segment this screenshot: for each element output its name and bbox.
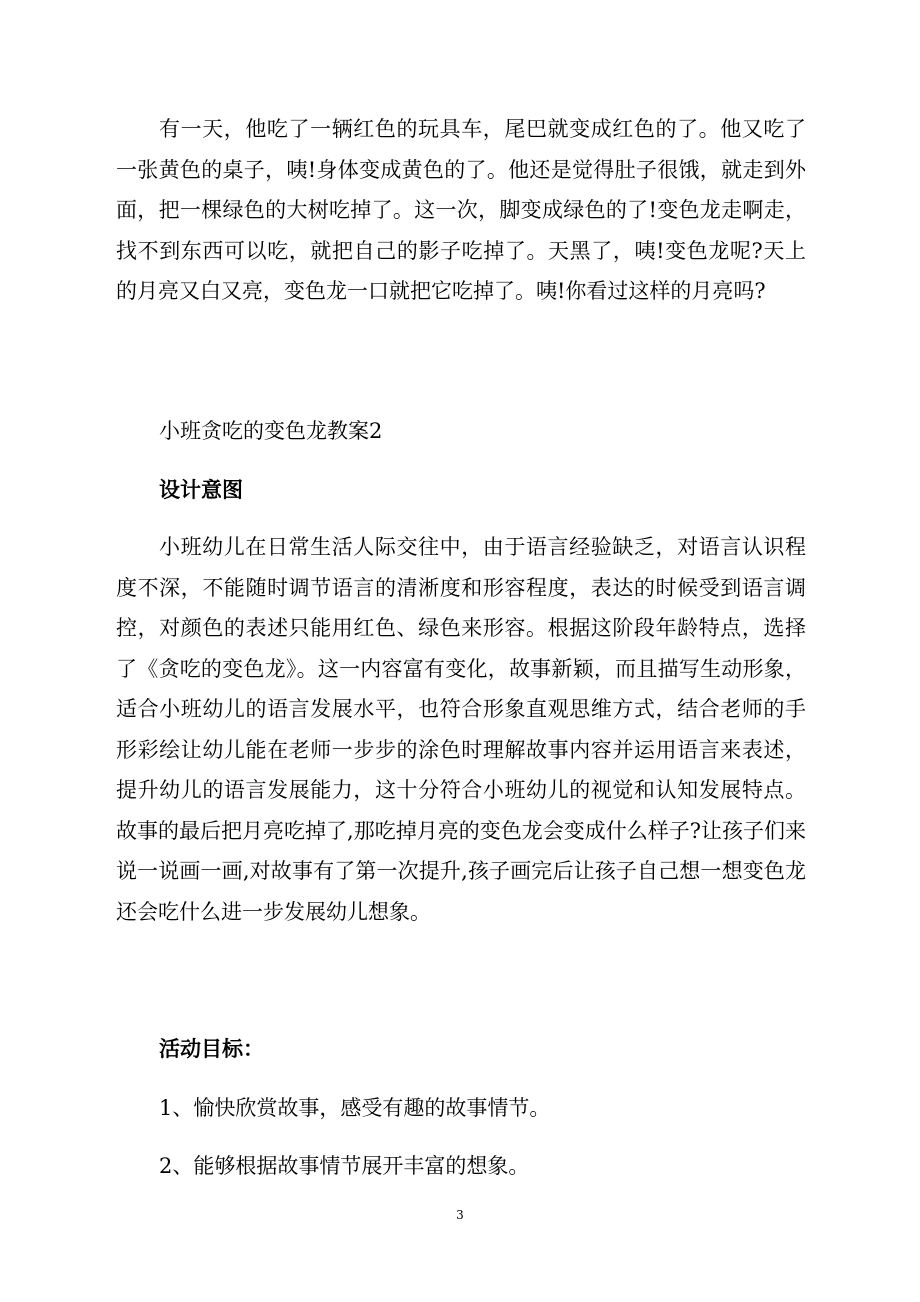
activity-goals-heading: 活动目标： [159, 1036, 264, 1061]
goal-item-1: 1、愉快欣赏故事，感受有趣的故事情节。 [159, 1096, 551, 1120]
story-paragraph: 有一天，他吃了一辆红色的玩具车，尾巴就变成红色的了。他又吃了一张黄色的桌子，咦!身体变成黄色的了。他还是觉得肚子很饿，就走到外面，把一棵绿色的大树吃掉了。这一次，脚变成绿色的了!变色龙走啊走，找不到东西可以吃，就把自己的影子吃掉了。天黑了，咦!变色龙呢?天上的月亮又白又亮，变色龙一口就把它吃掉了。咦!你看过这样的月亮吗? [116, 117, 806, 303]
design-intent-paragraph: 小班幼儿在日常生活人际交往中，由于语言经验缺乏，对语言认识程度不深，不能随时调节语言的清淅度和形容程度，表达的时候受到语言调控，对颜色的表述只能用红色、绿色来形容。根据这阶段年龄特点，选择了《贪吃的变色龙》。这一内容富有变化，故事新颖，而且描写生动形象，适合小班幼儿的语言发展水平，也符合形象直观思维方式，结合老师的手形彩绘让幼儿能在老师一步步的涂色时理解故事内容并运用语言来表述，提升幼儿的语言发展能力，这十分符合小班幼儿的视觉和认知发展特点。故事的最后把月亮吃掉了,那吃掉月亮的变色龙会变成什么样子?让孩子们来说一说画一画,对故事有了第一次提升,孩子画完后让孩子自己想一想变色龙还会吃什么进一步发展幼儿想象。 [116, 535, 806, 924]
lesson-title: 小班贪吃的变色龙教案2 [159, 419, 383, 443]
page-number: 3 [456, 1208, 464, 1222]
goal-item-2: 2、能够根据故事情节展开丰富的想象。 [159, 1154, 530, 1178]
design-intent-heading: 设计意图 [159, 477, 243, 502]
